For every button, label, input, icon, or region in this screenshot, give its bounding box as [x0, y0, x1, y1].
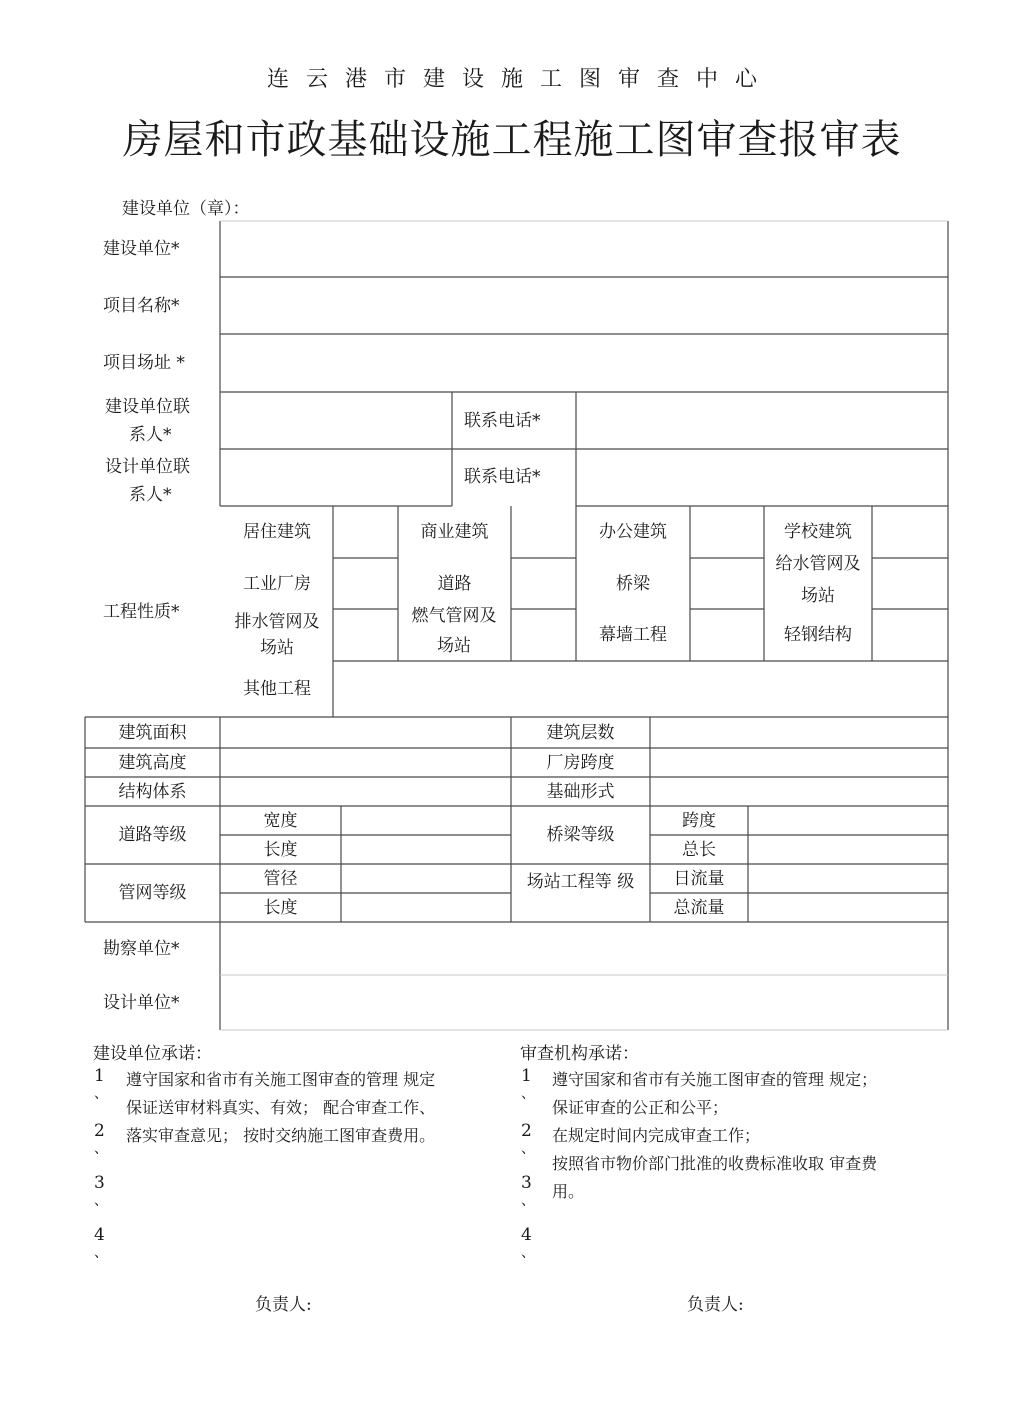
promise-right-number-1: 1 、 [521, 1066, 535, 1102]
pipe-diameter-label: 管径 [263, 868, 298, 889]
road-length-input[interactable] [342, 836, 510, 863]
unit-stamp-label: 建设单位（章）： [122, 199, 250, 219]
construction-promise-text-2: 保证送审材料真实、有效； 配合审查工作、 [126, 1098, 436, 1117]
promise-left-number-3: 3 、 [94, 1173, 108, 1209]
nature-office: 办公建筑 [599, 522, 667, 542]
bridge-total-length-input[interactable] [749, 836, 947, 863]
plant-span-label: 厂房跨度 [546, 752, 615, 773]
nature-other: 其他工程 [243, 679, 311, 699]
bridge-total-length-label: 总长 [682, 839, 716, 860]
building-floors-input[interactable] [651, 718, 947, 747]
nature-residential: 居住建筑 [243, 522, 311, 542]
checkbox-office[interactable] [691, 507, 763, 557]
design-contact-label-line1: 设计单位联 [105, 457, 190, 477]
checkbox-water-supply[interactable] [873, 559, 947, 608]
road-width-label: 宽度 [263, 810, 298, 831]
review-promise-text-4: 按照省市物价部门批准的收费标准收取 审查费 [552, 1154, 878, 1173]
nature-light-steel: 轻钢结构 [784, 625, 852, 645]
nature-commercial: 商业建筑 [420, 522, 489, 542]
design-unit-label: 设计单位* [103, 993, 180, 1013]
contact-phone-input-2[interactable] [577, 450, 947, 505]
nature-water-supply: 给水管网及场站 [775, 554, 861, 606]
construction-unit-label: 建设单位* [103, 239, 180, 259]
promise-right-number-3: 3 、 [521, 1173, 535, 1209]
structure-system-input[interactable] [221, 778, 510, 805]
design-contact-input[interactable] [221, 450, 451, 505]
review-promise-title: 审查机构承诺： [520, 1044, 639, 1064]
promise-left-number-4: 4 、 [94, 1225, 108, 1261]
survey-unit-input[interactable] [221, 923, 947, 974]
plant-span-input[interactable] [651, 749, 947, 776]
promise-left-number-1: 1 、 [94, 1066, 108, 1102]
pipe-grade-label: 管网等级 [118, 883, 187, 903]
review-promise-text-5: 用。 [552, 1182, 585, 1201]
project-site-label: 项目场址 * [103, 353, 185, 373]
building-height-input[interactable] [221, 749, 510, 776]
checkbox-light-steel[interactable] [873, 610, 947, 660]
foundation-type-label: 基础形式 [546, 781, 615, 802]
pipe-diameter-input[interactable] [342, 865, 510, 892]
project-name-input[interactable] [221, 278, 947, 333]
contact-phone-input-1[interactable] [577, 393, 947, 448]
nature-gas-network: 燃气管网及场站 [411, 606, 497, 656]
building-height-label: 建筑高度 [118, 752, 187, 773]
checkbox-bridge[interactable] [691, 559, 763, 608]
form-title: 房屋和市政基础设施工程施工图审查报审表 [122, 117, 902, 163]
contact-phone-label-2: 联系电话* [464, 467, 541, 487]
total-flow-input[interactable] [749, 894, 947, 921]
project-name-label: 项目名称* [103, 296, 180, 316]
other-project-input[interactable] [334, 662, 947, 716]
checkbox-road[interactable] [512, 559, 575, 608]
building-area-input[interactable] [221, 718, 510, 747]
checkbox-gas[interactable] [512, 610, 575, 660]
checkbox-industrial[interactable] [334, 559, 397, 608]
project-site-input[interactable] [221, 335, 947, 391]
construction-contact-label-line2: 系人* [129, 425, 172, 445]
project-nature-label: 工程性质* [103, 602, 180, 622]
review-responsible-label: 负责人: [687, 1295, 744, 1315]
review-promise-text-2: 保证审查的公正和公平； [552, 1098, 729, 1117]
structure-system-label: 结构体系 [118, 781, 187, 802]
nature-curtain-wall: 幕墙工程 [599, 625, 667, 645]
review-promise-text-1: 遵守国家和省市有关施工图审查的管理 规定； [552, 1070, 878, 1089]
construction-contact-label-line1: 建设单位联 [105, 397, 190, 417]
building-floors-label: 建筑层数 [546, 722, 615, 743]
nature-industrial-plant: 工业厂房 [243, 573, 311, 594]
pipe-length-input[interactable] [342, 894, 510, 921]
checkbox-school[interactable] [873, 507, 947, 557]
total-flow-label: 总流量 [673, 897, 725, 918]
daily-flow-input[interactable] [749, 865, 947, 892]
nature-bridge: 桥梁 [616, 573, 650, 594]
review-promise-text-3: 在规定时间内完成审查工作； [552, 1126, 761, 1145]
bridge-span-input[interactable] [749, 807, 947, 834]
bridge-span-label: 跨度 [682, 810, 716, 831]
checkbox-residential[interactable] [334, 507, 397, 557]
construction-responsible-label: 负责人: [255, 1295, 312, 1315]
promise-right-number-4: 4 、 [521, 1225, 535, 1261]
construction-contact-input[interactable] [221, 393, 451, 448]
daily-flow-label: 日流量 [673, 868, 725, 889]
contact-phone-label-1: 联系电话* [464, 411, 541, 431]
survey-unit-label: 勘察单位* [103, 939, 180, 959]
nature-drainage-network: 排水管网及场站 [234, 612, 320, 658]
design-contact-label-line2: 系人* [129, 485, 172, 505]
checkbox-commercial[interactable] [512, 507, 575, 557]
construction-promise-text-1: 遵守国家和省市有关施工图审查的管理 规定 [126, 1070, 436, 1089]
nature-road: 道路 [437, 573, 472, 594]
promise-left-number-2: 2 、 [94, 1121, 108, 1157]
checkbox-curtain-wall[interactable] [691, 610, 763, 660]
organization-name: 连云港市建设施工图审查中心 [266, 67, 774, 92]
construction-promise-title: 建设单位承诺： [93, 1044, 212, 1064]
promise-right-number-2: 2 、 [521, 1121, 535, 1157]
bridge-grade-label: 桥梁等级 [546, 825, 615, 845]
road-width-input[interactable] [342, 807, 510, 834]
road-grade-label: 道路等级 [118, 825, 187, 845]
checkbox-drainage[interactable] [334, 610, 397, 660]
nature-school: 学校建筑 [784, 522, 852, 542]
construction-promise-text-3: 落实审查意见； 按时交纳施工图审查费用。 [126, 1126, 436, 1145]
foundation-type-input[interactable] [651, 778, 947, 805]
station-grade-label: 场站工程等 级 [526, 872, 635, 892]
pipe-length-label: 长度 [263, 897, 298, 918]
design-unit-input[interactable] [221, 976, 947, 1029]
construction-unit-input[interactable] [221, 222, 947, 276]
building-area-label: 建筑面积 [118, 722, 187, 743]
road-length-label: 长度 [263, 839, 298, 860]
